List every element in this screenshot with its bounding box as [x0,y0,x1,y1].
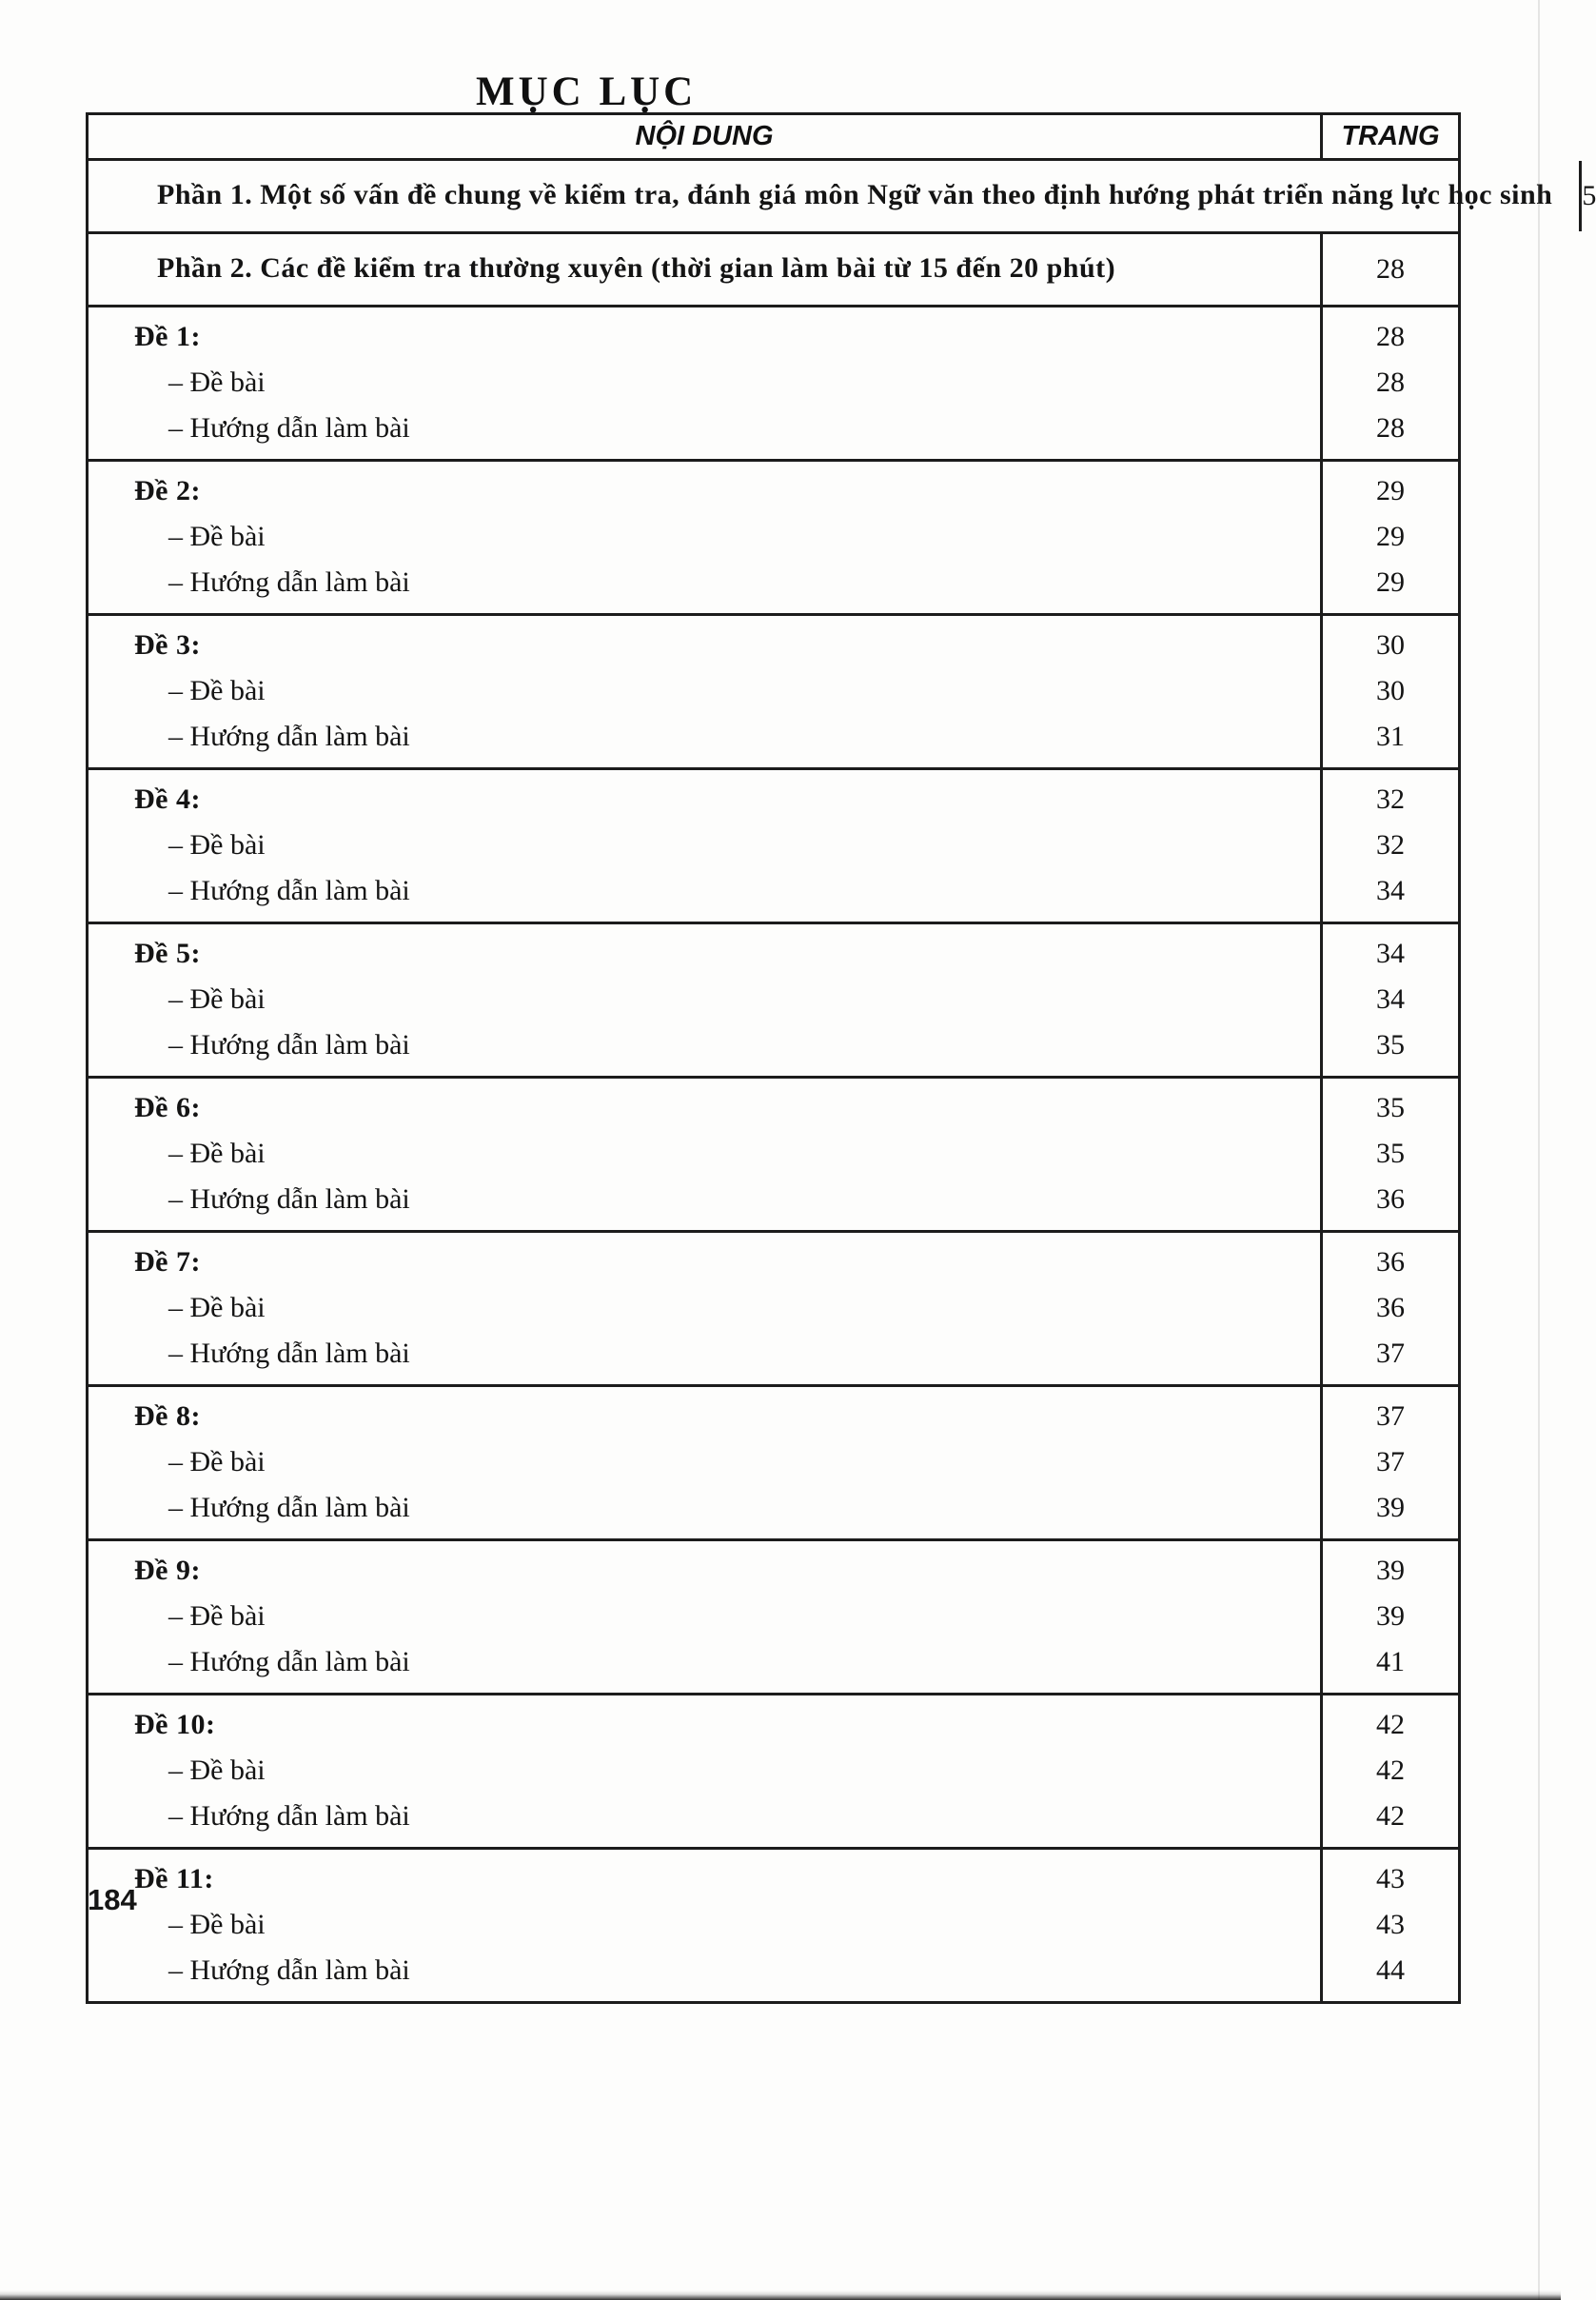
toc-entry-page: 43 [1376,1863,1405,1894]
toc-entry-text: – Đề bài [168,829,266,861]
toc-section [89,770,1458,924]
toc-section-pages [1323,1387,1458,1538]
toc-entry-page: 37 [1376,1338,1405,1369]
toc-section-pages [1323,1850,1458,2001]
toc-entry-text: Đề 5: [134,938,201,969]
toc-entry-text: – Hướng dẫn làm bài [168,1492,410,1523]
toc-entry-text: – Hướng dẫn làm bài [168,721,410,752]
toc-entry-page: 29 [1376,521,1405,552]
toc-section-pages [1582,161,1596,231]
page-number: 184 [88,1883,137,1916]
scan-edge-artifact [1538,0,1540,2300]
toc-body [89,161,1596,2001]
toc-entry-text: – Đề bài [168,1138,266,1169]
toc-entry-text: Đề 2: [134,475,201,506]
toc-entry-text: – Đề bài [168,367,266,398]
toc-entry-page: 39 [1376,1600,1405,1632]
toc-entry-text: Đề 10: [134,1709,216,1740]
toc-entry-text: – Đề bài [168,1755,266,1786]
toc-entry-page: 37 [1376,1446,1405,1477]
toc-section-content [89,234,1323,305]
column-header-page: TRANG [1341,121,1440,151]
toc-entry-text: – Hướng dẫn làm bài [168,1029,410,1061]
toc-header-row [89,115,1458,161]
toc-section [89,1079,1458,1233]
toc-entry-text: – Đề bài [168,675,266,706]
toc-section [89,462,1458,616]
toc-entry-text: – Đề bài [168,1446,266,1477]
toc-section-content [89,1541,1323,1693]
toc-entry-text: – Hướng dẫn làm bài [168,412,410,444]
toc-entry-text: Đề 6: [134,1092,201,1123]
column-header-content: NỘI DUNG [89,115,1323,158]
toc-entry-text: – Hướng dẫn làm bài [168,1800,410,1832]
toc-entry-page: 42 [1376,1709,1405,1740]
toc-section [89,616,1458,770]
toc-entry-page: 34 [1376,875,1405,906]
toc-section-pages [1323,1541,1458,1693]
toc-entry-text: – Đề bài [168,983,266,1015]
toc-entry-text: Đề 8: [134,1400,201,1432]
toc-entry-page: 5 [1582,180,1596,211]
toc-entry-page: 32 [1376,829,1405,861]
toc-entry-page: 30 [1376,629,1405,661]
toc-section [89,1541,1458,1695]
toc-entry-page: 35 [1376,1029,1405,1061]
toc-section-pages [1323,1079,1458,1230]
toc-section-content [89,1079,1323,1230]
toc-section-content [89,307,1323,459]
toc-entry-page: 29 [1376,475,1405,506]
toc-section [89,1233,1458,1387]
toc-entry-text: Phần 2. Các đề kiểm tra thường xuyên (thời gian làm bài từ 15 đến 20 phút) [157,252,1116,284]
toc-section [89,234,1458,307]
toc-entry-text: Đề 3: [134,629,201,661]
toc-entry-page: 31 [1376,721,1405,752]
toc-section [89,924,1458,1079]
toc-entry-page: 35 [1376,1092,1405,1123]
toc-entry-page: 28 [1376,367,1405,398]
toc-entry-page: 36 [1376,1246,1405,1278]
toc-section-pages [1323,307,1458,459]
toc-entry-text: – Hướng dẫn làm bài [168,1338,410,1369]
toc-section-content [89,924,1323,1076]
toc-section-content [89,1233,1323,1384]
toc-entry-page: 37 [1376,1400,1405,1432]
toc-entry-page: 39 [1376,1555,1405,1586]
toc-section-pages [1323,462,1458,613]
toc-entry-text: – Hướng dẫn làm bài [168,1183,410,1215]
toc-entry-page: 41 [1376,1646,1405,1677]
toc-section-pages [1323,616,1458,767]
toc-entry-page: 32 [1376,783,1405,815]
toc-entry-page: 34 [1376,983,1405,1015]
toc-entry-page: 28 [1376,321,1405,352]
toc-entry-text: Đề 11: [134,1863,214,1894]
toc-entry-text: Đề 4: [134,783,201,815]
toc-entry-text: Phần 1. Một số vấn đề chung về kiểm tra, đánh giá môn Ngữ văn theo định hướng phát triển năng lực học sinh [157,179,1553,210]
toc-section-pages [1323,770,1458,922]
toc-entry-page: 36 [1376,1292,1405,1323]
toc-entry-page: 35 [1376,1138,1405,1169]
toc-entry-page: 43 [1376,1909,1405,1940]
toc-section [89,1850,1458,2001]
toc-entry-text: Đề 1: [134,321,201,352]
toc-section-pages [1323,234,1458,305]
toc-section [89,307,1458,462]
toc-entry-page: 28 [1376,253,1405,285]
toc-entry-page: 29 [1376,566,1405,598]
toc-entry-page: 42 [1376,1800,1405,1832]
toc-section-pages [1323,1695,1458,1847]
toc-table [86,112,1596,2004]
toc-entry-text: – Hướng dẫn làm bài [168,1646,410,1677]
toc-section-pages [1323,924,1458,1076]
toc-entry-text: – Hướng dẫn làm bài [168,566,410,598]
page-title: MỤC LỤC [476,69,698,114]
toc-section-content [89,161,1582,231]
toc-entry-text: Đề 7: [134,1246,201,1278]
toc-section-pages [1323,1233,1458,1384]
toc-entry-text: – Đề bài [168,1292,266,1323]
toc-section-content [89,1695,1323,1847]
toc-entry-page: 28 [1376,412,1405,444]
toc-entry-page: 42 [1376,1755,1405,1786]
toc-entry-text: – Hướng dẫn làm bài [168,1954,410,1986]
toc-section-content [89,770,1323,922]
toc-entry-page: 30 [1376,675,1405,706]
toc-section [89,1695,1458,1850]
toc-entry-page: 39 [1376,1492,1405,1523]
toc-section [89,161,1596,234]
toc-section [89,1387,1458,1541]
toc-entry-page: 34 [1376,938,1405,969]
toc-entry-text: – Đề bài [168,1600,266,1632]
scan-edge-artifact [0,2290,1561,2300]
toc-entry-page: 36 [1376,1183,1405,1215]
toc-entry-text: – Đề bài [168,1909,266,1940]
toc-section-content [89,1850,1323,2001]
toc-entry-text: Đề 9: [134,1555,201,1586]
toc-entry-text: – Hướng dẫn làm bài [168,875,410,906]
toc-entry-text: – Đề bài [168,521,266,552]
toc-entry-page: 44 [1376,1954,1405,1986]
toc-section-content [89,616,1323,767]
toc-section-content [89,1387,1323,1538]
toc-section-content [89,462,1323,613]
